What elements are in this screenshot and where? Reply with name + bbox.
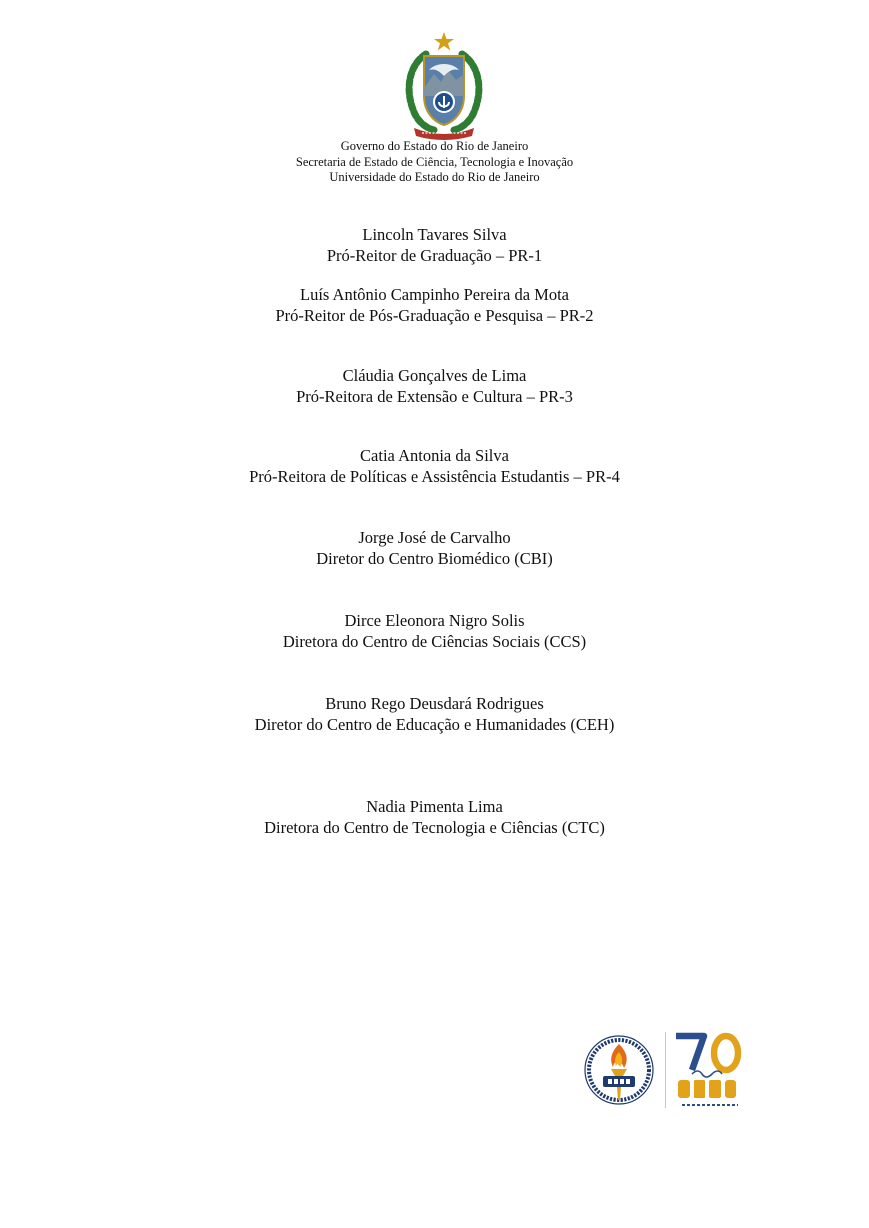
logo-separator — [665, 1032, 666, 1108]
entry-cbi — [0, 528, 869, 569]
uerj-wordmark-e — [694, 1080, 705, 1098]
entry-title: Pró-Reitor de Pós-Graduação e Pesquisa – PR-2 — [275, 305, 594, 325]
entry-title: Diretor do Centro Biomédico (CBI) — [316, 548, 553, 568]
uerj-seal-logo — [580, 1032, 658, 1120]
entry-pr4 — [0, 446, 869, 487]
seventy-seven — [676, 1036, 704, 1070]
entry-title: Diretor do Centro de Educação e Humanidades (CEH) — [254, 714, 615, 734]
entry-title: Pró-Reitora de Políticas e Assistência Estudantis – PR-4 — [249, 466, 620, 486]
entry-name: Catia Antonia da Silva — [360, 446, 509, 465]
header-line-university: Universidade do Estado do Rio de Janeiro — [329, 170, 540, 184]
entry-name: Bruno Rego Deusdará Rodrigues — [325, 694, 544, 713]
entry-title: Diretora do Centro de Tecnologia e Ciências (CTC) — [264, 817, 605, 837]
torch-icon — [611, 1069, 627, 1076]
seventy-zero — [714, 1036, 738, 1070]
entry-title: Diretora do Centro de Ciências Sociais (CCS) — [282, 631, 587, 651]
seal-center-banner — [603, 1076, 635, 1087]
anos-script-marks — [692, 1071, 722, 1077]
uerj-wordmark-j — [725, 1080, 736, 1098]
entry-name: Cláudia Gonçalves de Lima — [342, 366, 527, 385]
entry-ctc — [0, 797, 869, 838]
entry-title: Pró-Reitor de Graduação – PR-1 — [326, 245, 543, 265]
entry-name: Luís Antônio Campinho Pereira da Mota — [299, 285, 569, 304]
entry-name: Lincoln Tavares Silva — [362, 225, 507, 244]
uerj-wordmark-r — [709, 1080, 721, 1098]
entry-pr3 — [0, 366, 869, 407]
institution-header — [0, 139, 869, 186]
header-line-government: Governo do Estado do Rio de Janeiro — [340, 139, 529, 153]
entry-name: Dirce Eleonora Nigro Solis — [344, 611, 525, 630]
uerj-wordmark-u — [678, 1080, 690, 1098]
entry-title: Pró-Reitora de Extensão e Cultura – PR-3 — [296, 386, 573, 406]
entry-name: Jorge José de Carvalho — [358, 528, 511, 547]
entry-ceh — [0, 694, 869, 735]
header-line-secretariat: Secretaria de Estado de Ciência, Tecnologia e Inovação — [295, 154, 574, 169]
entry-name: Nadia Pimenta Lima — [366, 797, 503, 816]
entry-pr1 — [0, 225, 869, 266]
state-coat-of-arms — [396, 30, 492, 140]
entry-ccs — [0, 611, 869, 652]
entry-pr2 — [0, 285, 869, 326]
star-icon — [434, 32, 454, 51]
uerj-70-anos-logo — [672, 1030, 748, 1110]
